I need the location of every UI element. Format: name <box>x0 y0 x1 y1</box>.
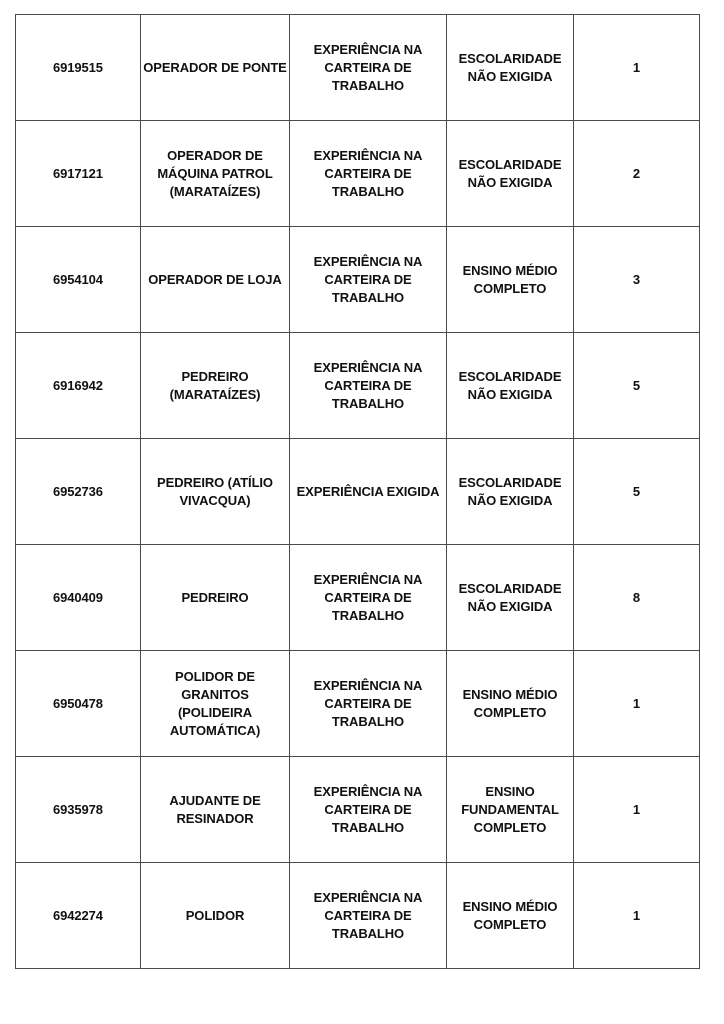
table-row <box>16 227 700 333</box>
job-title-cell: POLIDOR DE GRANITOS (POLIDEIRA AUTOMÁTICA) <box>141 651 290 757</box>
education-cell: ENSINO MÉDIO COMPLETO <box>447 651 574 757</box>
experience-cell: EXPERIÊNCIA NA CARTEIRA DE TRABALHO <box>290 15 447 121</box>
vacancies-cell: 8 <box>574 545 700 651</box>
job-title-cell: OPERADOR DE PONTE <box>141 15 290 121</box>
job-title-cell: OPERADOR DE LOJA <box>141 227 290 333</box>
experience-cell: EXPERIÊNCIA NA CARTEIRA DE TRABALHO <box>290 651 447 757</box>
table-row <box>16 651 700 757</box>
experience-cell: EXPERIÊNCIA NA CARTEIRA DE TRABALHO <box>290 227 447 333</box>
job-code-cell: 6950478 <box>16 651 141 757</box>
job-title-cell: OPERADOR DE MÁQUINA PATROL (MARATAÍZES) <box>141 121 290 227</box>
job-title-cell: PEDREIRO <box>141 545 290 651</box>
job-code-cell: 6942274 <box>16 863 141 969</box>
experience-cell: EXPERIÊNCIA EXIGIDA <box>290 439 447 545</box>
education-cell: ENSINO MÉDIO COMPLETO <box>447 863 574 969</box>
job-title-cell: PEDREIRO (ATÍLIO VIVACQUA) <box>141 439 290 545</box>
education-cell: ESCOLARIDADE NÃO EXIGIDA <box>447 545 574 651</box>
table-row <box>16 439 700 545</box>
job-code-cell: 6919515 <box>16 15 141 121</box>
job-code-cell: 6940409 <box>16 545 141 651</box>
job-title-cell: PEDREIRO (MARATAÍZES) <box>141 333 290 439</box>
job-openings-table <box>15 14 700 969</box>
education-cell: ESCOLARIDADE NÃO EXIGIDA <box>447 121 574 227</box>
job-code-cell: 6935978 <box>16 757 141 863</box>
table-row <box>16 545 700 651</box>
experience-cell: EXPERIÊNCIA NA CARTEIRA DE TRABALHO <box>290 545 447 651</box>
vacancies-cell: 3 <box>574 227 700 333</box>
education-cell: ESCOLARIDADE NÃO EXIGIDA <box>447 15 574 121</box>
vacancies-cell: 2 <box>574 121 700 227</box>
experience-cell: EXPERIÊNCIA NA CARTEIRA DE TRABALHO <box>290 121 447 227</box>
job-title-cell: AJUDANTE DE RESINADOR <box>141 757 290 863</box>
experience-cell: EXPERIÊNCIA NA CARTEIRA DE TRABALHO <box>290 863 447 969</box>
experience-cell: EXPERIÊNCIA NA CARTEIRA DE TRABALHO <box>290 333 447 439</box>
education-cell: ESCOLARIDADE NÃO EXIGIDA <box>447 439 574 545</box>
education-cell: ENSINO FUNDAMENTAL COMPLETO <box>447 757 574 863</box>
table-row <box>16 333 700 439</box>
vacancies-cell: 1 <box>574 757 700 863</box>
vacancies-cell: 1 <box>574 651 700 757</box>
job-code-cell: 6952736 <box>16 439 141 545</box>
vacancies-cell: 5 <box>574 439 700 545</box>
table-row <box>16 15 700 121</box>
education-cell: ESCOLARIDADE NÃO EXIGIDA <box>447 333 574 439</box>
job-title-cell: POLIDOR <box>141 863 290 969</box>
table-row <box>16 121 700 227</box>
education-cell: ENSINO MÉDIO COMPLETO <box>447 227 574 333</box>
job-code-cell: 6917121 <box>16 121 141 227</box>
table-row <box>16 863 700 969</box>
job-code-cell: 6954104 <box>16 227 141 333</box>
experience-cell: EXPERIÊNCIA NA CARTEIRA DE TRABALHO <box>290 757 447 863</box>
vacancies-cell: 5 <box>574 333 700 439</box>
table-row <box>16 757 700 863</box>
vacancies-cell: 1 <box>574 15 700 121</box>
job-code-cell: 6916942 <box>16 333 141 439</box>
vacancies-cell: 1 <box>574 863 700 969</box>
